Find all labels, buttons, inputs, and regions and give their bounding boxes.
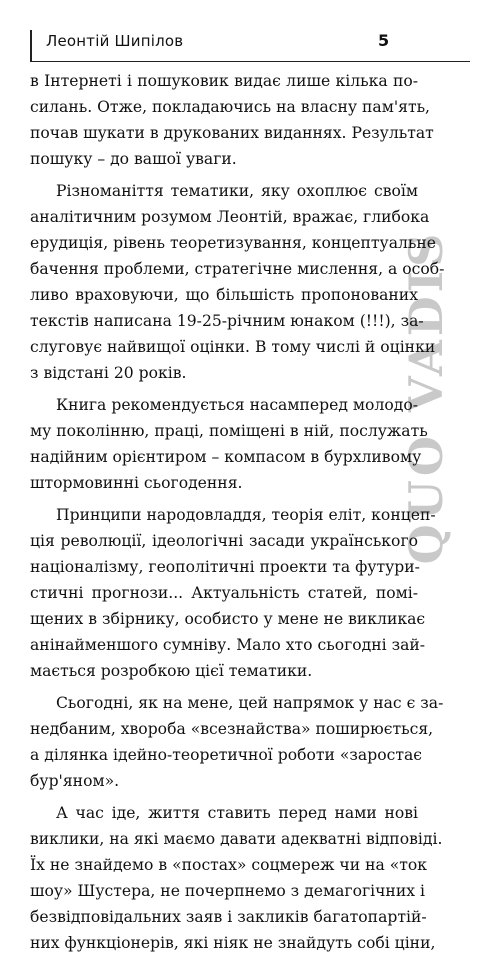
header-author: Леонтій Шипілов xyxy=(46,32,184,50)
text-line: націоналізму, геополітичні проекти та футури- xyxy=(30,558,420,576)
paragraph xyxy=(30,392,428,496)
text-line: виклики, на які маємо давати адекватні відповіді. xyxy=(30,830,443,848)
text-line: бур'яном». xyxy=(30,772,120,790)
text-line: ливо враховуючи, що більшість пропонованих xyxy=(30,286,418,304)
text-line: аналітичним розумом Леонтій, вражає, глибока xyxy=(30,208,430,226)
text-line: му поколінню, праці, поміщені в ній, послужать xyxy=(30,422,428,440)
paragraph xyxy=(30,178,445,386)
text-line: надійним орієнтиром – компасом в бурхливому xyxy=(30,448,422,466)
text-line: Їх не знайдемо в «постах» соцмереж чи на «ток xyxy=(30,856,428,874)
text-line: безвідповідальних заяв і закликів багатопартій- xyxy=(30,908,427,926)
text-line: слуговує найвищої оцінки. В тому числі й оцінки xyxy=(30,338,436,356)
text-line: пошуку – до вашої уваги. xyxy=(30,150,237,168)
text-line: штормовинні сьогодення. xyxy=(30,474,243,492)
paragraph xyxy=(30,502,436,684)
header-vertical-rule xyxy=(30,30,32,61)
side-watermark-text: QUO VADIS xyxy=(399,229,453,565)
text-line: Різноманіття тематики, яку охоплює своїм xyxy=(56,182,418,200)
text-line: почав шукати в друкованих виданнях. Результат xyxy=(30,124,434,142)
text-line: Принципи народовладдя, теорія еліт, концеп- xyxy=(56,506,436,524)
paragraph xyxy=(30,800,443,956)
text-line: стичні прогнози... Актуальність статей, помі- xyxy=(30,584,418,602)
header-horizontal-rule xyxy=(30,61,470,62)
text-line: них функціонерів, які ніяк не знайдуть собі ціни, xyxy=(30,934,436,952)
text-line: анінайменшого сумніву. Мало хто сьогодні зай- xyxy=(30,636,426,654)
running-header xyxy=(30,30,470,60)
page-number: 5 xyxy=(378,31,390,50)
paragraph xyxy=(30,690,444,794)
text-line: Книга рекомендується насамперед молодо- xyxy=(56,396,418,414)
text-line: недбаним, хвороба «всезнайства» поширюється, xyxy=(30,720,434,738)
text-line: шоу» Шустера, не почерпнемо з демагогічних і xyxy=(30,882,425,900)
text-line: ція революції, ідеологічні засади українського xyxy=(30,532,418,550)
paragraph xyxy=(30,68,434,172)
text-line: в Інтернеті і пошуковик видає лише кілька по- xyxy=(30,72,418,90)
text-line: силань. Отже, покладаючись на власну пам'ять, xyxy=(30,98,431,116)
text-line: текстів написана 19-25-річним юнаком (!!!), за- xyxy=(30,312,424,330)
text-line: з відстані 20 років. xyxy=(30,364,187,382)
text-line: а ділянка ідейно-теоретичної роботи «заростає xyxy=(30,746,422,764)
text-line: мається розробкою цієї тематики. xyxy=(30,662,313,680)
text-line: щених в збірнику, особисто у мене не викликає xyxy=(30,610,426,628)
text-line: бачення проблеми, стратегічне мислення, а особ- xyxy=(30,260,445,278)
text-line: А час іде, життя ставить перед нами нові xyxy=(56,804,418,822)
text-line: ерудиція, рівень теоретизування, концептуальне xyxy=(30,234,437,252)
text-line: Сьогодні, як на мене, цей напрямок у нас є за- xyxy=(56,694,444,712)
